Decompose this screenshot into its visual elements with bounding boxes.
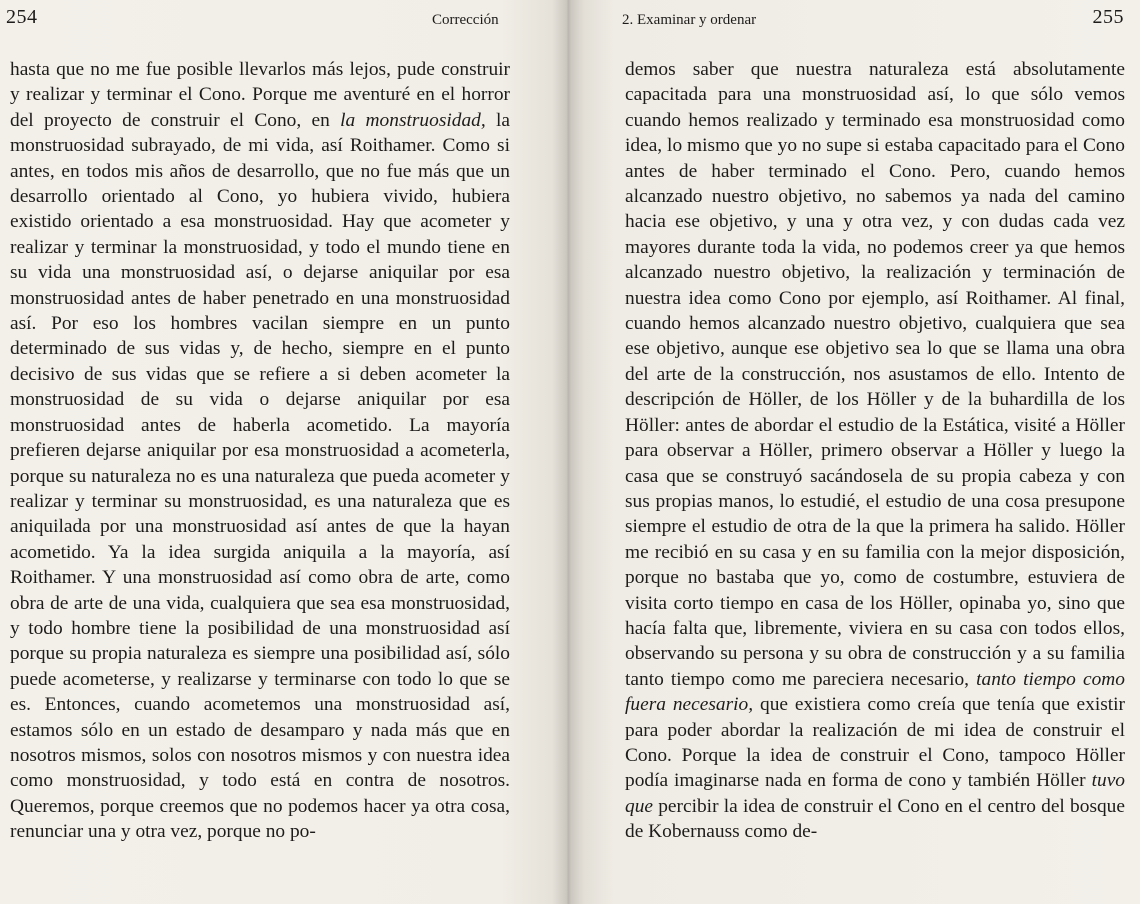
book-gutter	[552, 0, 584, 904]
running-head: 2. Examinar y ordenar	[622, 12, 757, 28]
italic-text: la monstruosidad,	[340, 109, 486, 131]
text-segment: que existiera como creía que tenía que existir para poder abordar la realización de mi idea de construir el Cono. Porque la idea de construir el Cono, tampoco Höller podía imaginarse nada en forma de cono y también Höller	[625, 694, 1125, 792]
text-segment: la monstruosidad subrayado, de mi vida, así Roithamer. Como si antes, en todos mis años de desarrollo, que no fue más que un desarrollo orientado al Cono, yo hubiera vivido, hubiera existido orientado a esa monstruosidad. Hay que acometer y realizar y terminar la monstruosidad, y todo el mundo tiene en su vida una monstruosidad así, o dejarse aniquilar por esa monstruosidad antes de haber penetrado en una monstruosidad así. Por eso los hombres vacilan siempre en un punto determinado de sus vidas y, de hecho, siempre en el punto decisivo de sus vidas que se refiere a si deben acometer la monstruosidad de su vida o dejarse aniquilar por esa monstruosidad antes de haberla acometido. La mayoría prefieren dejarse aniquilar por esa monstruosidad a acometerla, porque su naturaleza no es una naturaleza que pueda acometer y realizar y terminar su monstruosidad, es una naturaleza que es aniquilada por una monstruosidad así antes de que la hayan acometido. Ya la idea surgida aniquila a la mayoría, así Roithamer. Y una monstruosidad así como obra de arte, como obra de arte de una vida, cualquiera que sea esa monstruosidad, y todo hombre tiene la posibilidad de una monstruosidad así porque su propia naturaleza es siempre una posibilidad así, sólo puede acometerse, y realizarse y terminarse con todo lo que se es. Entonces, cuando acometemos una monstruosidad así, estamos sólo en un estado de desamparo y nada más que en nosotros mismos, solos con nosotros mismos y con nuestra idea como monstruosidad, y todo está en contra de nosotros. Queremos, porque creemos que no podemos hacer ya otra cosa, renunciar una y otra vez, porque no po-	[10, 109, 511, 843]
body-text	[10, 57, 510, 845]
text-segment: hasta que no me fue posible llevarlos más lejos, pude construir y realizar y terminar el Cono. Porque me aventuré en el horror del proyecto de construir el Cono, en	[10, 59, 510, 131]
page-number: 254	[6, 6, 38, 28]
left-page	[0, 0, 568, 904]
body-text	[625, 57, 1125, 845]
page-number: 255	[1092, 6, 1124, 28]
text-segment: demos saber que nuestra naturaleza está absolutamente capacitada para una monstruosidad así, lo que sólo vemos cuando hemos realizado y terminado esa monstruosidad como idea, lo mismo que yo no supe si estaba capacitado para el Cono antes de haber terminado el Cono. Pero, cuando hemos alcanzado nuestro objetivo, no sabemos ya nada del camino hacia ese objetivo, y una y otra vez, y con dudas cada vez mayores durante toda la vida, no podemos creer ya que hemos alcanzado nuestro objetivo, la realización y terminación de nuestra idea como Cono por ejemplo, así Roithamer. Al final, cuando hemos alcanzado nuestro objetivo, cualquiera que sea ese objetivo, aunque ese objetivo sea lo que se llama una obra del arte de la construcción, nos asustamos de ello. Intento de descripción de Höller, de los Höller y de la buhardilla de los Höller: antes de abordar el estudio de la Estática, visité a Höller para observar a Höller, primero observar a Höller y luego la casa que se construyó sacándosela de su propia cabeza y con sus propias manos, lo estudié, el estudio de una cosa presupone siempre el estudio de otra de la que la primera ha salido. Höller me recibió en su casa y en su familia con la mejor disposición, porque no bastaba que yo, como de costumbre, estuviera de visita corto tiempo en casa de los Höller, opinaba yo, sino que hacía falta que, libremente, viviera en su casa con todos ellos, observando su persona y su obra de construcción y a su familia tanto tiempo como me pareciera necesario,	[625, 59, 1125, 690]
running-head: Corrección	[432, 12, 499, 28]
italic-text: tanto tiempo como fuera necesario,	[625, 668, 1125, 716]
italic-text: tuvo que	[625, 770, 1125, 817]
right-page	[568, 0, 1140, 904]
text-segment: percibir la idea de construir el Cono en el centro del bosque de Kobernauss como de-	[625, 795, 1125, 843]
